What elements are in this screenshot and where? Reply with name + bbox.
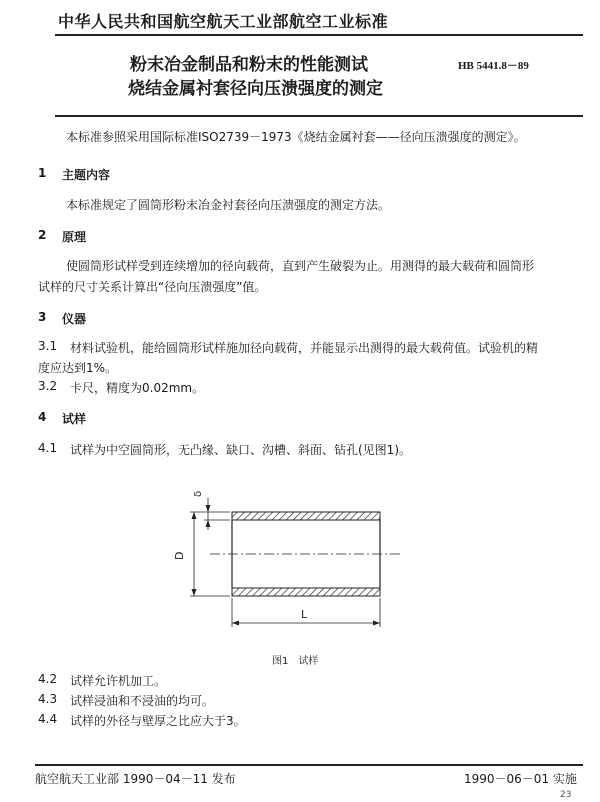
section-1-number: 1 (38, 166, 47, 180)
item-4-4-text: 试样的外径与壁厚之比应大于3。 (70, 714, 246, 728)
title-line-2: 烧结金属衬套径向压溃强度的测定 (128, 79, 383, 99)
item-4-3-number: 4.3 (38, 692, 58, 706)
title-line-1: 粉末冶金制品和粉末的性能测试 (130, 55, 368, 75)
item-4-2-text: 试样允许机加工。 (70, 674, 167, 688)
header-rule-bottom (55, 115, 583, 117)
standard-code: HB 5441.8－89 (458, 60, 529, 72)
page-number: 23 (560, 790, 572, 800)
effective-date: 1990－06－01 实施 (464, 772, 577, 786)
item-3-2-text: 卡尺，精度为0.02mm。 (70, 381, 205, 395)
section-2-title: 原理 (62, 230, 87, 244)
item-3-1-number: 3.1 (38, 339, 58, 353)
arrow-D-bottom (192, 589, 197, 596)
arrow-delta-bottom (206, 520, 211, 527)
arrow-L-right (373, 621, 380, 626)
item-3-1-line-1: 材料试验机，能给圆筒形试样施加径向载荷，并能显示出测得的最大载荷值。试验机的精 (70, 341, 539, 355)
intro-text: 本标准参照采用国际标准ISO2739－1973《烧结金属衬套——径向压溃强度的测定》。 (66, 130, 526, 144)
item-4-3-text: 试样浸油和不浸油的均可。 (70, 694, 215, 708)
label-delta: δ (193, 490, 204, 497)
section-1-title: 主题内容 (62, 168, 111, 182)
header-rule-top (55, 34, 583, 36)
arrow-delta-top (206, 505, 211, 512)
specimen-figure (170, 480, 420, 630)
section-4-number: 4 (38, 410, 47, 424)
top-wall (232, 512, 380, 520)
section-2-line-2: 试样的尺寸关系计算出“径向压溃强度”值。 (38, 280, 267, 294)
arrow-L-left (232, 621, 239, 626)
section-1-text: 本标准规定了圆筒形粉末冶金衬套径向压溃强度的测定方法。 (66, 198, 391, 212)
footer-rule (35, 764, 583, 766)
figure-caption: 图1 试样 (272, 656, 319, 667)
bottom-wall (232, 588, 380, 596)
item-4-4-number: 4.4 (38, 712, 58, 726)
item-3-1-line-2: 度应达到1%。 (38, 361, 118, 375)
issued-date: 航空航天工业部 1990－04－11 发布 (35, 772, 236, 786)
section-3-number: 3 (38, 310, 47, 324)
item-4-2-number: 4.2 (38, 672, 58, 686)
label-D: D (173, 551, 186, 560)
item-3-2-number: 3.2 (38, 379, 58, 393)
arrow-D-top (192, 512, 197, 519)
org-title: 中华人民共和国航空航天工业部航空工业标准 (58, 12, 389, 31)
label-L: L (301, 608, 308, 621)
item-4-1-number: 4.1 (38, 441, 58, 455)
item-4-1-text: 试样为中空圆筒形，无凸缘、缺口、沟槽、斜面、钻孔(见图1)。 (70, 443, 412, 457)
section-2-line-1: 使圆筒形试样受到连续增加的径向载荷，直到产生破裂为止。用测得的最大载荷和圆筒形 (66, 259, 535, 273)
section-2-number: 2 (38, 228, 47, 242)
section-3-title: 仪器 (62, 312, 87, 326)
section-4-title: 试样 (62, 412, 87, 426)
